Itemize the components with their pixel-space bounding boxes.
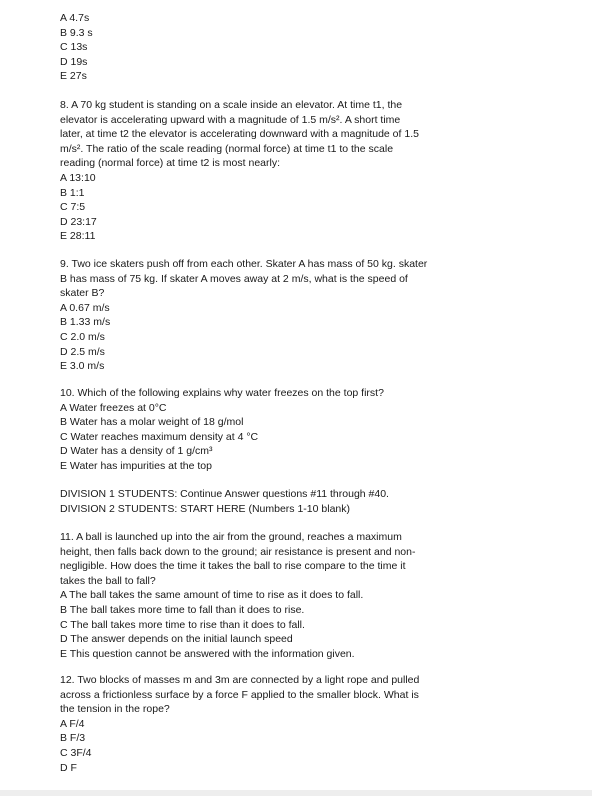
option: E 3.0 m/s xyxy=(60,360,105,373)
option: E 28:11 xyxy=(60,230,96,243)
question-stem: later, at time t2 the elevator is accelerating downward with a magnitude of 1.5 xyxy=(60,128,419,141)
option: E Water has impurities at the top xyxy=(60,460,212,472)
option: A The ball takes the same amount of time to rise as it does to fall. xyxy=(60,589,364,602)
question-stem: reading (normal force) at time t2 is most nearly: xyxy=(60,157,280,170)
option: A 0.67 m/s xyxy=(60,301,110,314)
question-stem: 11. A ball is launched up into the air from the ground, reaches a maximum xyxy=(60,531,402,543)
option: D 2.5 m/s xyxy=(60,345,105,358)
option: E 27s xyxy=(60,70,87,83)
question-stem: m/s². The ratio of the scale reading (normal force) at time t1 to the scale xyxy=(60,142,394,155)
division-note: DIVISION 2 STUDENTS: START HERE (Numbers 1-10 blank) xyxy=(60,502,350,515)
question-stem: 8. A 70 kg student is standing on a scale inside an elevator. At time t1, the xyxy=(60,99,403,111)
option: A 13:10 xyxy=(60,172,96,184)
option: B 9.3 s xyxy=(60,26,93,39)
question-stem: elevator is accelerating upward with a magnitude of 1.5 m/s². A short time xyxy=(60,113,401,126)
option: B Water has a molar weight of 18 g/mol xyxy=(60,416,244,429)
option: B F/3 xyxy=(60,732,86,745)
option: C 3F/4 xyxy=(60,747,92,759)
option: C 7:5 xyxy=(60,201,86,214)
page-bottom-divider xyxy=(0,790,592,796)
division-note: DIVISION 1 STUDENTS: Continue Answer questions #11 through #40. xyxy=(60,488,389,500)
option: B The ball takes more time to fall than it does to rise. xyxy=(60,604,305,616)
option: C 13s xyxy=(60,41,88,54)
option: D Water has a density of 1 g/cm³ xyxy=(60,445,213,458)
question-stem: takes the ball to fall? xyxy=(60,574,156,587)
question-stem: the tension in the rope? xyxy=(60,703,170,716)
question-stem: across a frictionless surface by a force F applied to the smaller block. What is xyxy=(60,688,419,701)
option: A Water freezes at 0°C xyxy=(60,401,167,414)
question-stem: B has mass of 75 kg. If skater A moves away at 2 m/s, what is the speed of xyxy=(60,272,408,285)
option: E This question cannot be answered with the information given. xyxy=(60,647,355,660)
option: D The answer depends on the initial launch speed xyxy=(60,633,293,646)
option: C 2.0 m/s xyxy=(60,331,105,343)
question-stem: 12. Two blocks of masses m and 3m are connected by a light rope and pulled xyxy=(60,674,420,686)
option: A F/4 xyxy=(60,717,85,730)
question-stem: negligible. How does the time it takes the ball to rise compare to the time it xyxy=(60,560,406,573)
question-stem: height, then falls back down to the ground; air resistance is present and non- xyxy=(60,545,416,558)
question-stem: 9. Two ice skaters push off from each other. Skater A has mass of 50 kg. skater xyxy=(60,258,428,270)
question-stem: 10. Which of the following explains why water freezes on the top first? xyxy=(60,387,384,399)
option: A 4.7s xyxy=(60,12,90,24)
option: B 1.33 m/s xyxy=(60,316,111,329)
question-stem: skater B? xyxy=(60,287,105,300)
option: C The ball takes more time to rise than it does to fall. xyxy=(60,618,305,631)
option: D F xyxy=(60,761,77,774)
option: D 23:17 xyxy=(60,215,97,228)
option: B 1:1 xyxy=(60,186,85,199)
option: C Water reaches maximum density at 4 °C xyxy=(60,430,259,443)
option: D 19s xyxy=(60,55,88,68)
